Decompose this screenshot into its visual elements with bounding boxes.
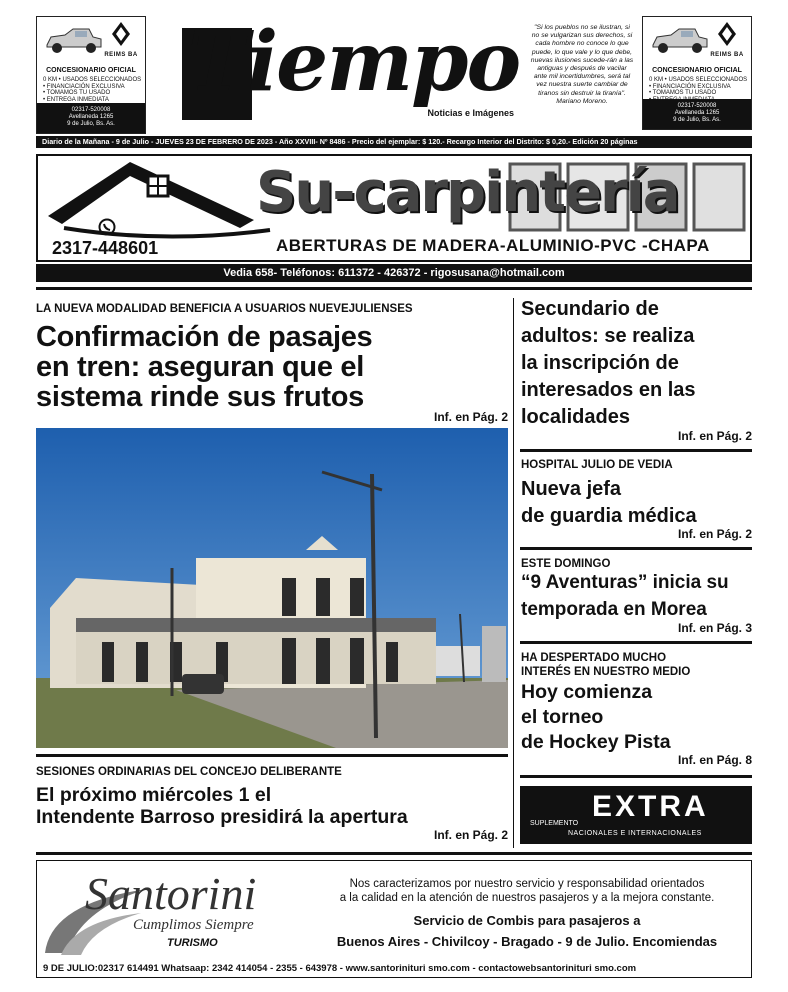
dealer-address: Avellaneda 1265 [674,110,720,116]
list-item: • FINANCIACIÓN EXCLUSIVA [649,83,731,90]
divider [36,287,752,290]
santorini-slogan: Cumplimos Siempre [133,917,254,933]
divider [520,547,752,550]
second-page-ref: Inf. en Pág. 2 [433,828,508,842]
santorini-description [307,877,747,905]
main-page-ref: Inf. en Pág. 2 [433,410,508,424]
carpinteria-phone: 2317-448601 [52,238,159,258]
dealer-contact [37,103,145,133]
house-roof-graphic [44,158,274,240]
santorini-brand: Santorini [85,868,257,919]
divider [520,641,752,644]
divider [36,852,752,855]
list-item: 0 KM • USADOS SELECCIONADOS [649,77,748,83]
dealer-name: REIMS BA [710,52,744,58]
second-kicker: SESIONES ORDINARIAS DEL CONCEJO DELIBERANTE [36,766,342,778]
divider [520,775,752,778]
santorini-service: Servicio de Combis para pasajeros a [413,913,641,928]
list-item: • TOMAMOS TU USADO [649,90,717,96]
dealer-city: 9 de Julio, Bs. As. [67,121,115,127]
car-dealer-ad-right [642,16,752,130]
extra-suplemento: SUPLEMENTO [530,820,579,827]
headline-line: el torneo [521,706,604,728]
dealer-phone: 02317-520008 [677,103,717,109]
headline-line: sistema rinde sus frutos [36,381,365,413]
extra-title: EXTRA [592,790,709,823]
headline-line: la inscripción de [521,352,679,374]
headline-line: temporada en Morea [521,599,707,620]
dealer-name: REIMS BA [104,52,138,58]
list-item: 0 KM • USADOS SELECCIONADOS [43,77,142,83]
side-story-4-kicker: HA DESPERTADO MUCHO INTERÉS EN NUESTRO MEDIO [521,652,691,678]
pickup-truck-image [649,23,711,57]
dealer-phone: 02317-520008 [71,107,111,113]
train-station-photo [36,428,508,748]
side-story-2-page-ref: Inf. en Pág. 2 [677,527,752,541]
side-story-3-headline [521,569,755,623]
santorini-turismo: TURISMO [167,937,218,949]
headline-line: localidades [521,406,630,428]
headline-line: Confirmación de pasajes [36,321,373,353]
extra-subtitle: NACIONALES E INTERNACIONALES [568,830,702,837]
list-item: • TOMAMOS TU USADO [43,90,111,96]
santorini-contact-footer: 9 DE JULIO:02317 614491 Whatsaap: 2342 414054 - 2355 - 643978 - www.santorinituri smo.com - contactowebsantorinituri smo.com [43,963,637,974]
santorini-ad [36,860,752,978]
headline-line: adultos: se realiza [521,325,695,347]
side-story-1-headline [521,296,753,431]
carpinteria-subtitle: ABERTURAS DE MADERA-ALUMINIO-PVC -CHAPA [276,236,710,255]
headline-line: El próximo miércoles 1 el [36,784,272,806]
column-divider [513,298,514,848]
headline-line: interesados en las [521,379,696,401]
carpinteria-ad [36,154,752,262]
headline-line: Hoy comienza [521,681,653,703]
main-kicker: LA NUEVA MODALIDAD BENEFICIA A USUARIOS NUEVEJULIENSES [36,303,413,315]
dealer-address: Avellaneda 1265 [68,114,114,120]
divider [36,754,508,757]
logo-subtitle: Noticias e Imágenes [427,108,514,118]
concesionario-label: CONCESIONARIO OFICIAL [652,67,742,74]
newspaper-logo [182,14,520,122]
santorini-routes: Buenos Aires - Chivilcoy - Bragado - 9 de Julio. Encomiendas [336,934,718,949]
extra-supplement-box [520,786,752,844]
side-story-3-kicker: ESTE DOMINGO [521,558,611,570]
side-story-1-page-ref: Inf. en Pág. 2 [677,429,752,443]
headline-line: “9 Aventuras” inicia su [521,572,729,593]
side-story-2-headline [521,476,753,530]
headline-line: en tren: aseguran que el [36,351,364,383]
main-headline [36,322,506,412]
dealer-services-list [43,77,141,103]
side-story-2-kicker: HOSPITAL JULIO DE VEDIA [521,459,673,471]
list-item: • ENTREGA INMEDIATA [43,96,109,103]
headline-line: Intendente Barroso presidirá la apertura [36,806,408,828]
headline-line: de guardia médica [521,505,697,527]
divider [520,449,752,452]
logo-text: Tiempo [188,14,520,110]
dateline: Diario de la Mañana - 9 de Julio - JUEVES 23 DE FEBRERO DE 2023 - Año XXVIII- Nº 8486 - Precio del ejemplar: $ 120.- Recargo Interior del Distrito: $ 0,20.- Edición 20 páginas [36,136,752,148]
concesionario-label: CONCESIONARIO OFICIAL [46,67,136,74]
description-line: a la calidad en la atención de nuestros pasajeros y a la mejora constante. [339,892,715,904]
headline-line: de Hockey Pista [521,731,671,753]
dealer-contact [643,99,751,129]
whatsapp-icon [98,218,116,236]
side-story-4-headline [521,680,753,755]
dealer-city: 9 de Julio, Bs. As. [673,117,721,123]
side-story-4-page-ref: Inf. en Pág. 8 [677,753,752,767]
headline-line: Secundario de [521,298,659,320]
carpinteria-title: Su-carpintería [256,160,679,225]
list-item: • FINANCIACIÓN EXCLUSIVA [43,83,125,90]
pickup-truck-image [43,23,105,57]
mariano-moreno-quote: "Si los pueblos no se ilustran, si no se vulgarizan sus derechos, si cada hombre no conoce lo que puede, lo que vale y lo que debe, nuevas ilusiones sucede-rán a las antiguas y después de vacilar ante mil incertidumbres, será tal vez nuestra suerte cambiar de tiranos sin destruir la tiranía". Mariano Moreno. [530,24,634,105]
description-line: Nos caracterizamos por nuestro servicio y responsabilidad orientados [349,878,705,890]
side-story-3-page-ref: Inf. en Pág. 3 [677,621,752,635]
renault-logo [101,21,141,58]
second-headline [36,784,508,828]
car-dealer-ad-left [36,16,146,134]
carpinteria-contact-bar: Vedia 658- Teléfonos: 611372 - 426372 - rigosusana@hotmail.com [36,264,752,282]
headline-line: Nueva jefa [521,478,622,500]
renault-logo [707,21,747,58]
